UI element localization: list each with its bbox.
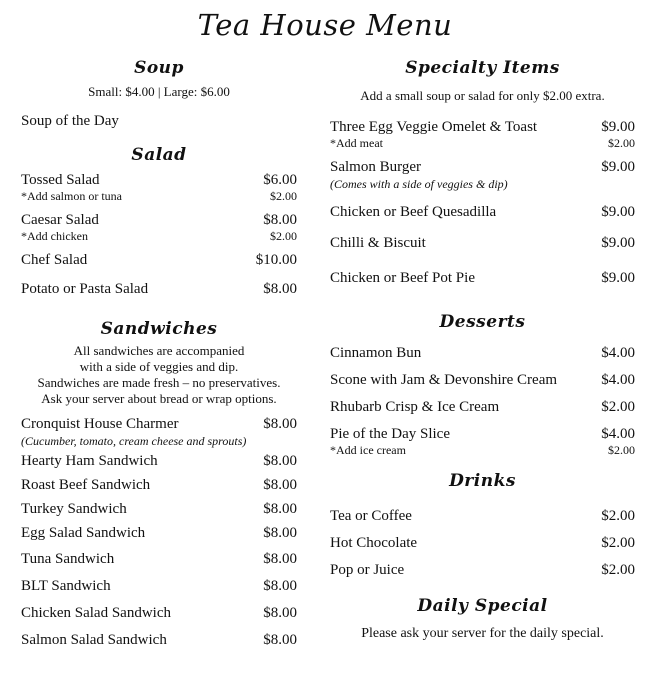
item-name: BLT Sandwich bbox=[21, 578, 111, 594]
item-price: $8.00 bbox=[263, 525, 297, 541]
dessert-item bbox=[330, 344, 635, 363]
item-price: $10.00 bbox=[255, 252, 297, 268]
item-name: Roast Beef Sandwich bbox=[21, 477, 151, 493]
right-column bbox=[330, 58, 635, 642]
item-name: Chicken or Beef Quesadilla bbox=[330, 204, 497, 220]
item-price: $4.00 bbox=[601, 372, 635, 388]
drink-item bbox=[330, 561, 635, 580]
item-name: Potato or Pasta Salad bbox=[21, 281, 149, 297]
item-name: Chef Salad bbox=[21, 252, 88, 268]
item-name: Salmon Salad Sandwich bbox=[21, 632, 167, 648]
item-name: Salmon Burger bbox=[330, 159, 421, 175]
addon-price: $2.00 bbox=[608, 443, 635, 457]
addon-label: *Add chicken bbox=[21, 229, 88, 243]
item-name: Cinnamon Bun bbox=[330, 345, 422, 361]
specialty-heading: Specialty Items bbox=[405, 58, 560, 78]
salad-item bbox=[21, 251, 297, 270]
drinks-heading: Drinks bbox=[449, 471, 516, 491]
addon-price: $2.00 bbox=[270, 189, 297, 203]
daily-special-note: Please ask your server for the daily special. bbox=[361, 626, 604, 641]
menu-title: Tea House Menu bbox=[197, 8, 453, 42]
sandwich-item bbox=[21, 550, 297, 569]
salad-item bbox=[21, 171, 297, 203]
dessert-item bbox=[330, 371, 635, 390]
sandwich-item bbox=[21, 604, 297, 623]
item-price: $8.00 bbox=[263, 281, 297, 297]
note-line: All sandwiches are accompanied bbox=[73, 343, 245, 358]
item-price: $8.00 bbox=[263, 416, 297, 432]
item-price: $8.00 bbox=[263, 632, 297, 648]
item-name: Pop or Juice bbox=[330, 562, 405, 578]
item-name: Rhubarb Crisp & Ice Cream bbox=[330, 399, 500, 415]
addon-price: $2.00 bbox=[270, 229, 297, 243]
specialty-item bbox=[330, 203, 635, 222]
item-name: Chicken Salad Sandwich bbox=[21, 605, 171, 621]
item-name: Tossed Salad bbox=[21, 172, 100, 188]
item-name: Tea or Coffee bbox=[330, 508, 412, 524]
addon-label: *Add ice cream bbox=[330, 443, 406, 457]
specialty-item bbox=[330, 234, 635, 253]
item-price: $9.00 bbox=[601, 159, 635, 175]
sandwich-item bbox=[21, 476, 297, 495]
drink-item bbox=[330, 507, 635, 526]
item-name: Tuna Sandwich bbox=[21, 551, 115, 567]
item-name: Scone with Jam & Devonshire Cream bbox=[330, 372, 558, 388]
item-price: $8.00 bbox=[263, 501, 297, 517]
item-name: Chicken or Beef Pot Pie bbox=[330, 270, 475, 286]
sandwiches-notes bbox=[21, 343, 297, 407]
item-name: Hot Chocolate bbox=[330, 535, 418, 551]
soup-prices: Small: $4.00 | Large: $6.00 bbox=[88, 84, 230, 99]
sandwich-item bbox=[21, 577, 297, 596]
left-column bbox=[21, 58, 297, 650]
soup-item-name: Soup of the Day bbox=[21, 113, 119, 129]
item-price: $2.00 bbox=[601, 399, 635, 415]
salad-heading: Salad bbox=[131, 145, 187, 165]
item-price: $2.00 bbox=[601, 508, 635, 524]
desserts-heading: Desserts bbox=[439, 312, 526, 332]
sandwich-item bbox=[21, 500, 297, 519]
item-price: $9.00 bbox=[601, 204, 635, 220]
item-name: Hearty Ham Sandwich bbox=[21, 453, 158, 469]
salad-item bbox=[21, 280, 297, 299]
item-price: $9.00 bbox=[601, 270, 635, 286]
item-price: $4.00 bbox=[601, 345, 635, 361]
drink-item bbox=[330, 534, 635, 553]
item-name: Caesar Salad bbox=[21, 212, 99, 228]
item-description: (Cucumber, tomato, cream cheese and sprouts) bbox=[21, 434, 247, 448]
item-price: $8.00 bbox=[263, 605, 297, 621]
item-price: $8.00 bbox=[263, 453, 297, 469]
sandwiches-heading: Sandwiches bbox=[100, 319, 218, 339]
item-name: Chilli & Biscuit bbox=[330, 235, 426, 251]
specialty-item bbox=[330, 158, 635, 191]
sandwich-item bbox=[21, 452, 297, 471]
soup-heading: Soup bbox=[134, 58, 184, 78]
item-name: Cronquist House Charmer bbox=[21, 416, 179, 432]
item-price: $8.00 bbox=[263, 212, 297, 228]
sandwich-item bbox=[21, 524, 297, 543]
item-price: $2.00 bbox=[601, 562, 635, 578]
item-price: $2.00 bbox=[601, 535, 635, 551]
note-line: with a side of veggies and dip. bbox=[79, 359, 239, 374]
addon-label: *Add salmon or tuna bbox=[21, 189, 122, 203]
item-price: $8.00 bbox=[263, 477, 297, 493]
sandwich-charmer bbox=[21, 415, 297, 448]
dessert-item bbox=[330, 398, 635, 417]
sandwich-item bbox=[21, 631, 297, 650]
item-price: $8.00 bbox=[263, 578, 297, 594]
daily-special-heading: Daily Special bbox=[417, 596, 548, 616]
item-price: $6.00 bbox=[263, 172, 297, 188]
item-price: $8.00 bbox=[263, 551, 297, 567]
specialty-note: Add a small soup or salad for only $2.00 extra. bbox=[360, 88, 605, 103]
item-description: (Comes with a side of veggies & dip) bbox=[330, 177, 508, 191]
salad-item bbox=[21, 211, 297, 243]
addon-label: *Add meat bbox=[330, 136, 383, 150]
soup-item bbox=[21, 112, 297, 131]
note-line: Sandwiches are made fresh – no preservatives. bbox=[37, 375, 281, 390]
item-price: $9.00 bbox=[601, 235, 635, 251]
addon-price: $2.00 bbox=[608, 136, 635, 150]
specialty-item bbox=[330, 118, 635, 150]
item-price: $9.00 bbox=[601, 119, 635, 135]
item-name: Egg Salad Sandwich bbox=[21, 525, 146, 541]
item-name: Three Egg Veggie Omelet & Toast bbox=[330, 119, 538, 135]
specialty-item bbox=[330, 269, 635, 288]
item-name: Pie of the Day Slice bbox=[330, 426, 450, 442]
item-price: $4.00 bbox=[601, 426, 635, 442]
item-name: Turkey Sandwich bbox=[21, 501, 127, 517]
note-line: Ask your server about bread or wrap options. bbox=[41, 391, 277, 406]
dessert-item bbox=[330, 425, 635, 457]
